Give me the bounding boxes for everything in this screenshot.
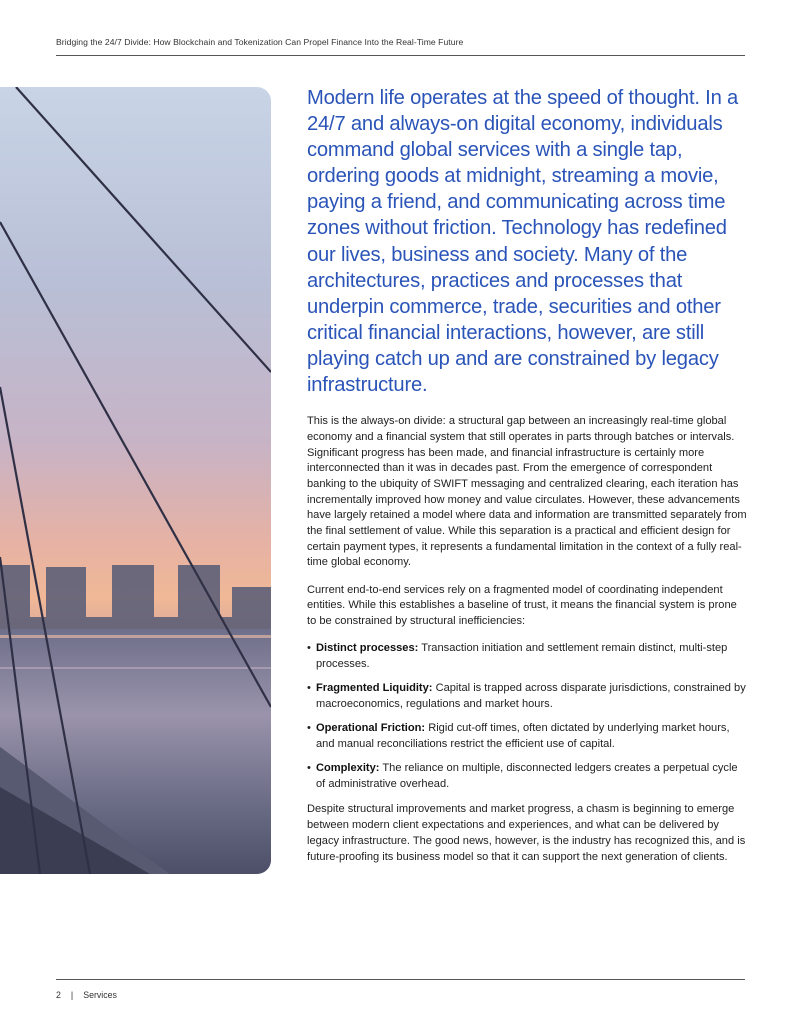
footer-separator: | [70,990,74,1000]
footer-divider [56,979,745,980]
bullet-icon: • [307,642,311,655]
list-item-text: The reliance on multiple, disconnected ledgers creates a perpetual cycle of administrative overhead. [316,761,738,790]
bullet-icon: • [307,761,311,774]
lead-paragraph: Modern life operates at the speed of thought. In a 24/7 and always-on digital economy, individuals command global services with a single tap, ordering goods at midnight, streaming a movie, paying a friend, and communicating across time zones without friction. Technology has redefined our lives, business and society. Many of the architectures, practices and processes that underpin commerce, trade, securities and other critical financial interactions, however, are still playing catch up and are constrained by legacy infrastructure. [307,87,739,397]
header-divider [56,55,745,56]
body-text [307,414,747,865]
list-item-text: Rigid cut-off times, often dictated by underlying market hours, and manual reconciliations restrict the efficient use of capital. [316,722,730,750]
inefficiency-list [307,641,747,792]
main-content [307,85,747,877]
running-header-title: Bridging the 24/7 Divide: How Blockchain and Tokenization Can Propel Finance Into the Real-Time Future [56,37,464,47]
body-paragraph-2: Current end-to-end services rely on a fragmented model of coordinating independent entities. While this establishes a baseline of trust, it means the financial system is prone to be constrained by structural inefficiencies: [307,583,737,628]
closing-paragraph: Despite structural improvements and market progress, a chasm is beginning to emerge between modern client expectations and experiences, and what can be delivered by legacy infrastructure. The good news, however, is the industry has recognized this, and is future-proofing its business model so that it can support the next generation of clients. [307,803,746,863]
bullet-icon: • [307,722,311,735]
list-item-term: Fragmented Liquidity: [316,682,433,695]
list-item-term: Operational Friction: [316,722,426,735]
bridge-sunset-photo [0,87,271,874]
list-item [307,721,747,752]
list-item [307,681,747,712]
list-item-term: Complexity: [316,761,380,774]
body-paragraph-1: This is the always-on divide: a structural gap between an increasingly real-time global economy and a financial system that still operates in parts through batches or intervals. Significant progress has been made, and financial infrastructure is certainly more interconnected than it was in decades past. From the emergence of correspondent banking to the ubiquity of SWIFT messaging and centralized clearing, each iteration has incrementally improved how money and value circulates. However, these advancements have largely retained a model where data and information are transmitted separately from the final settlement of value. While this separation is a practical and efficient design for certain payment types, it represents a fundamental limitation in the context of a fully real-time global economy. [307,415,747,569]
footer-section: Services [83,990,117,1000]
list-item [307,641,747,672]
list-item-text: Transaction initiation and settlement remain distinct, multi-step processes. [316,642,728,670]
bullet-icon: • [307,682,311,695]
list-item [307,761,747,792]
list-item-text: Capital is trapped across disparate jurisdictions, constrained by macroeconomics, regulations and market hours. [316,682,746,710]
page-number: 2 [56,990,61,1000]
page-footer [56,990,117,1000]
list-item-term: Distinct processes: [316,642,419,655]
